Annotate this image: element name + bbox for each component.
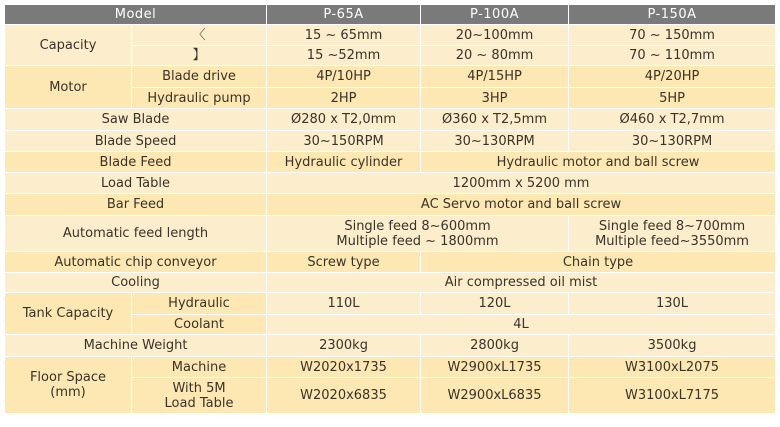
hydraulic-pump-p65a: 2HP — [267, 88, 421, 109]
floor-with-load-table-label-line1: With 5M — [172, 380, 226, 396]
header-row — [5, 5, 776, 25]
bar-feed-row — [5, 194, 776, 216]
capacity-square-p65a: 15 ~52mm — [267, 46, 421, 66]
round-bar-symbol: 〈 — [132, 25, 267, 46]
floor-with-load-table-p65a: W2020x6835 — [267, 378, 421, 414]
tank-capacity-label: Tank Capacity — [5, 293, 132, 335]
blade-drive-p150a: 4P/20HP — [569, 66, 776, 88]
bar-feed-value: AC Servo motor and ball screw — [267, 194, 776, 216]
hydraulic-pump-label: Hydraulic pump — [132, 88, 267, 109]
auto-feed-p65a-p100a-multiple: Multiple feed ~ 1800mm — [336, 233, 499, 249]
auto-feed-p65a-p100a — [267, 216, 569, 252]
model-p150a-header: P-150A — [569, 5, 776, 25]
machine-weight-p150a: 3500kg — [569, 335, 776, 357]
load-table-label: Load Table — [5, 173, 267, 194]
capacity-round-row — [5, 25, 776, 46]
machine-weight-p65a: 2300kg — [267, 335, 421, 357]
chip-conveyor-label: Automatic chip conveyor — [5, 252, 267, 273]
cooling-value: Air compressed oil mist — [267, 273, 776, 293]
auto-feed-row — [5, 216, 776, 252]
floor-with-load-table-p150a: W3100xL7175 — [569, 378, 776, 414]
load-table-row — [5, 173, 776, 194]
floor-space-label — [5, 357, 132, 414]
machine-weight-row — [5, 335, 776, 357]
capacity-round-p100a: 20~100mm — [421, 25, 569, 46]
saw-blade-label: Saw Blade — [5, 109, 267, 131]
capacity-round-p65a: 15 ~ 65mm — [267, 25, 421, 46]
model-p100a-header: P-100A — [421, 5, 569, 25]
saw-blade-p150a: Ø460 x T2,7mm — [569, 109, 776, 131]
tank-hydraulic-row — [5, 293, 776, 315]
hydraulic-pump-p100a: 3HP — [421, 88, 569, 109]
blade-feed-row — [5, 152, 776, 173]
tank-hydraulic-p65a: 110L — [267, 293, 421, 315]
auto-feed-p150a — [569, 216, 776, 252]
cooling-label: Cooling — [5, 273, 267, 293]
machine-weight-p100a: 2800kg — [421, 335, 569, 357]
floor-with-load-table-p100a: W2900xL6835 — [421, 378, 569, 414]
floor-space-label-line2: (mm) — [50, 385, 86, 400]
capacity-label: Capacity — [5, 25, 132, 66]
auto-feed-p65a-p100a-single: Single feed 8~600mm — [344, 218, 491, 234]
square-bar-symbol: 】 — [132, 46, 267, 66]
tank-hydraulic-label: Hydraulic — [132, 293, 267, 315]
chip-conveyor-p100a-p150a: Chain type — [421, 252, 776, 273]
floor-space-label-line1: Floor Space — [29, 370, 107, 385]
tank-hydraulic-p100a: 120L — [421, 293, 569, 315]
bar-feed-label: Bar Feed — [5, 194, 267, 216]
blade-speed-p100a: 30~130RPM — [421, 131, 569, 152]
model-p65a-header: P-65A — [267, 5, 421, 25]
tank-hydraulic-p150a: 130L — [569, 293, 776, 315]
motor-label: Motor — [5, 66, 132, 109]
capacity-square-p150a: 70 ~ 110mm — [569, 46, 776, 66]
tank-coolant-value: 4L — [267, 315, 776, 335]
capacity-round-p150a: 70 ~ 150mm — [569, 25, 776, 46]
blade-speed-label: Blade Speed — [5, 131, 267, 152]
spec-table — [4, 4, 776, 414]
model-header: Model — [5, 5, 267, 25]
floor-machine-row — [5, 357, 776, 378]
floor-machine-p100a: W2900xL1735 — [421, 357, 569, 378]
machine-weight-label: Machine Weight — [5, 335, 267, 357]
saw-blade-row — [5, 109, 776, 131]
blade-feed-p65a: Hydraulic cylinder — [267, 152, 421, 173]
floor-machine-p65a: W2020x1735 — [267, 357, 421, 378]
auto-feed-label: Automatic feed length — [5, 216, 267, 252]
floor-with-load-table-label-line2: Load Table — [164, 395, 234, 411]
blade-drive-label: Blade drive — [132, 66, 267, 88]
blade-drive-p65a: 4P/10HP — [267, 66, 421, 88]
blade-feed-label: Blade Feed — [5, 152, 267, 173]
auto-feed-p150a-multiple: Multiple feed~3550mm — [595, 233, 749, 249]
floor-with-load-table-label — [132, 378, 267, 414]
hydraulic-pump-p150a: 5HP — [569, 88, 776, 109]
saw-blade-p100a: Ø360 x T2,5mm — [421, 109, 569, 131]
blade-speed-p65a: 30~150RPM — [267, 131, 421, 152]
motor-blade-row — [5, 66, 776, 88]
floor-machine-label: Machine — [132, 357, 267, 378]
floor-machine-p150a: W3100xL2075 — [569, 357, 776, 378]
chip-conveyor-p65a: Screw type — [267, 252, 421, 273]
blade-speed-p150a: 30~130RPM — [569, 131, 776, 152]
capacity-square-p100a: 20 ~ 80mm — [421, 46, 569, 66]
blade-speed-row — [5, 131, 776, 152]
load-table-value: 1200mm x 5200 mm — [267, 173, 776, 194]
chip-conveyor-row — [5, 252, 776, 273]
blade-drive-p100a: 4P/15HP — [421, 66, 569, 88]
saw-blade-p65a: Ø280 x T2,0mm — [267, 109, 421, 131]
spec-table-wrapper — [4, 4, 775, 414]
auto-feed-p150a-single: Single feed 8~700mm — [598, 218, 746, 234]
cooling-row — [5, 273, 776, 293]
tank-coolant-label: Coolant — [132, 315, 267, 335]
blade-feed-p100a-p150a: Hydraulic motor and ball screw — [421, 152, 776, 173]
